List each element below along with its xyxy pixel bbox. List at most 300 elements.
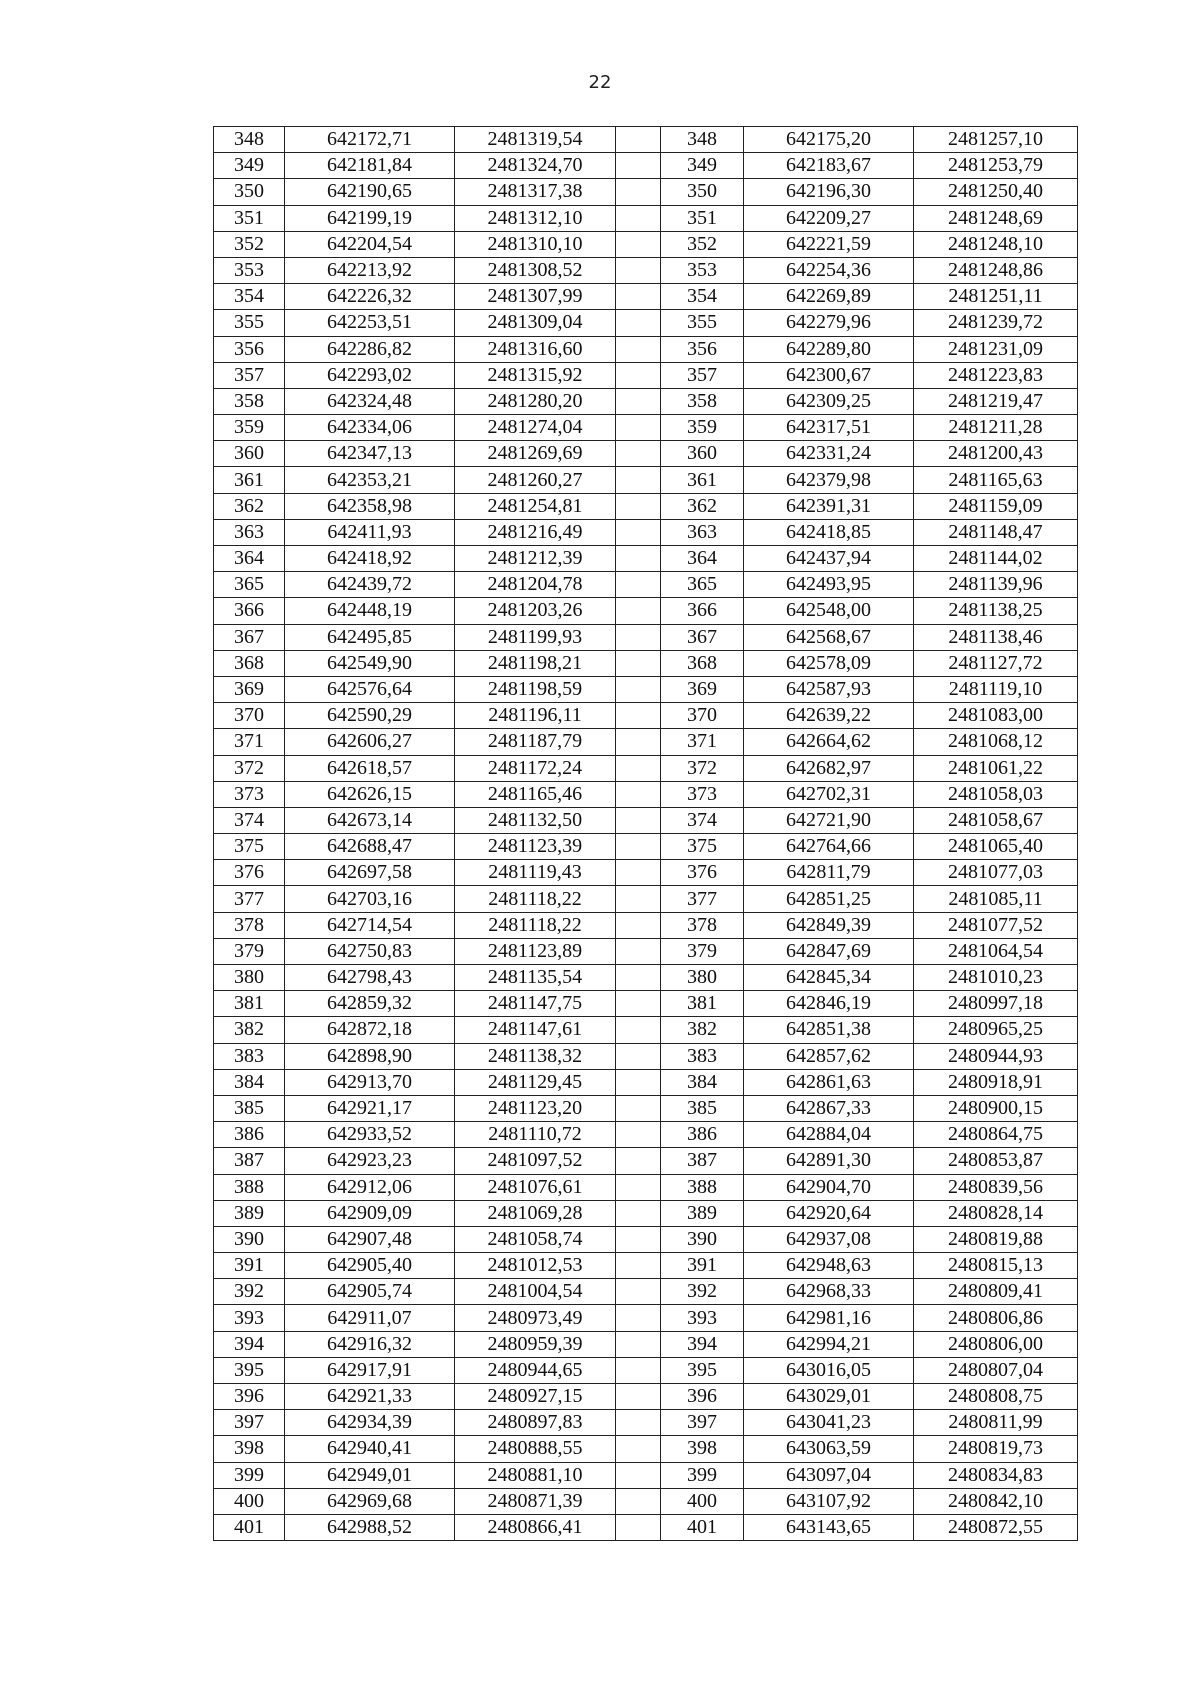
- right-x-coordinate: 642721,90: [744, 807, 914, 833]
- left-x-coordinate: 642969,68: [285, 1488, 455, 1514]
- right-point-number: 398: [661, 1436, 744, 1462]
- right-x-coordinate: 642300,67: [744, 362, 914, 388]
- table-row: [214, 860, 1078, 886]
- right-x-coordinate: 642920,64: [744, 1200, 914, 1226]
- spacer-cell: [616, 703, 661, 729]
- right-y-coordinate: 2481061,22: [914, 755, 1078, 781]
- right-point-number: 384: [661, 1069, 744, 1095]
- left-x-coordinate: 642448,19: [285, 598, 455, 624]
- right-point-number: 374: [661, 807, 744, 833]
- left-point-number: 380: [214, 965, 285, 991]
- left-point-number: 381: [214, 991, 285, 1017]
- right-y-coordinate: 2481138,46: [914, 624, 1078, 650]
- right-y-coordinate: 2481231,09: [914, 336, 1078, 362]
- right-point-number: 380: [661, 965, 744, 991]
- left-y-coordinate: 2480897,83: [455, 1410, 616, 1436]
- right-y-coordinate: 2481058,03: [914, 781, 1078, 807]
- right-y-coordinate: 2481200,43: [914, 441, 1078, 467]
- right-y-coordinate: 2480864,75: [914, 1122, 1078, 1148]
- left-point-number: 357: [214, 362, 285, 388]
- spacer-cell: [616, 886, 661, 912]
- left-y-coordinate: 2481123,39: [455, 834, 616, 860]
- left-point-number: 372: [214, 755, 285, 781]
- right-y-coordinate: 2481065,40: [914, 834, 1078, 860]
- left-y-coordinate: 2480871,39: [455, 1488, 616, 1514]
- table-row: [214, 310, 1078, 336]
- left-point-number: 386: [214, 1122, 285, 1148]
- left-point-number: 383: [214, 1043, 285, 1069]
- spacer-cell: [616, 1148, 661, 1174]
- left-point-number: 373: [214, 781, 285, 807]
- right-y-coordinate: 2481165,63: [914, 467, 1078, 493]
- right-x-coordinate: 643016,05: [744, 1357, 914, 1383]
- right-y-coordinate: 2481010,23: [914, 965, 1078, 991]
- left-x-coordinate: 642688,47: [285, 834, 455, 860]
- left-x-coordinate: 642286,82: [285, 336, 455, 362]
- left-x-coordinate: 642590,29: [285, 703, 455, 729]
- spacer-cell: [616, 310, 661, 336]
- spacer-cell: [616, 755, 661, 781]
- right-x-coordinate: 642847,69: [744, 938, 914, 964]
- table-row: [214, 1488, 1078, 1514]
- table-row: [214, 1095, 1078, 1121]
- table-row: [214, 284, 1078, 310]
- right-point-number: 401: [661, 1514, 744, 1540]
- right-x-coordinate: 642851,25: [744, 886, 914, 912]
- table-row: [214, 1279, 1078, 1305]
- left-x-coordinate: 642921,33: [285, 1384, 455, 1410]
- left-x-coordinate: 642940,41: [285, 1436, 455, 1462]
- left-x-coordinate: 642703,16: [285, 886, 455, 912]
- left-y-coordinate: 2481254,81: [455, 493, 616, 519]
- left-point-number: 365: [214, 572, 285, 598]
- left-y-coordinate: 2481118,22: [455, 912, 616, 938]
- left-point-number: 399: [214, 1462, 285, 1488]
- right-x-coordinate: 643107,92: [744, 1488, 914, 1514]
- table-row: [214, 1305, 1078, 1331]
- left-point-number: 348: [214, 127, 285, 153]
- right-x-coordinate: 642845,34: [744, 965, 914, 991]
- table-row: [214, 493, 1078, 519]
- right-x-coordinate: 642764,66: [744, 834, 914, 860]
- left-x-coordinate: 642353,21: [285, 467, 455, 493]
- spacer-cell: [616, 991, 661, 1017]
- spacer-cell: [616, 519, 661, 545]
- right-point-number: 370: [661, 703, 744, 729]
- left-y-coordinate: 2481308,52: [455, 257, 616, 283]
- left-x-coordinate: 642549,90: [285, 650, 455, 676]
- right-y-coordinate: 2481083,00: [914, 703, 1078, 729]
- left-y-coordinate: 2481316,60: [455, 336, 616, 362]
- left-x-coordinate: 642988,52: [285, 1514, 455, 1540]
- left-point-number: 398: [214, 1436, 285, 1462]
- right-point-number: 369: [661, 676, 744, 702]
- right-point-number: 364: [661, 546, 744, 572]
- left-x-coordinate: 642213,92: [285, 257, 455, 283]
- table-row: [214, 336, 1078, 362]
- spacer-cell: [616, 1174, 661, 1200]
- right-x-coordinate: 642317,51: [744, 415, 914, 441]
- left-point-number: 350: [214, 179, 285, 205]
- spacer-cell: [616, 781, 661, 807]
- left-point-number: 349: [214, 153, 285, 179]
- spacer-cell: [616, 1331, 661, 1357]
- right-point-number: 400: [661, 1488, 744, 1514]
- left-x-coordinate: 642618,57: [285, 755, 455, 781]
- right-y-coordinate: 2481085,11: [914, 886, 1078, 912]
- right-point-number: 354: [661, 284, 744, 310]
- table-row: [214, 703, 1078, 729]
- right-point-number: 381: [661, 991, 744, 1017]
- right-y-coordinate: 2480808,75: [914, 1384, 1078, 1410]
- right-x-coordinate: 642493,95: [744, 572, 914, 598]
- right-point-number: 393: [661, 1305, 744, 1331]
- right-x-coordinate: 642994,21: [744, 1331, 914, 1357]
- left-point-number: 351: [214, 205, 285, 231]
- table-row: [214, 1226, 1078, 1252]
- right-y-coordinate: 2481211,28: [914, 415, 1078, 441]
- left-point-number: 358: [214, 388, 285, 414]
- right-x-coordinate: 643041,23: [744, 1410, 914, 1436]
- right-x-coordinate: 642857,62: [744, 1043, 914, 1069]
- left-x-coordinate: 642949,01: [285, 1462, 455, 1488]
- right-y-coordinate: 2481253,79: [914, 153, 1078, 179]
- table-row: [214, 650, 1078, 676]
- left-point-number: 395: [214, 1357, 285, 1383]
- table-row: [214, 362, 1078, 388]
- table-row: [214, 1174, 1078, 1200]
- left-x-coordinate: 642190,65: [285, 179, 455, 205]
- right-y-coordinate: 2481250,40: [914, 179, 1078, 205]
- right-x-coordinate: 642196,30: [744, 179, 914, 205]
- spacer-cell: [616, 624, 661, 650]
- right-point-number: 390: [661, 1226, 744, 1252]
- spacer-cell: [616, 938, 661, 964]
- left-y-coordinate: 2481260,27: [455, 467, 616, 493]
- left-x-coordinate: 642226,32: [285, 284, 455, 310]
- right-point-number: 349: [661, 153, 744, 179]
- table-row: [214, 938, 1078, 964]
- table-row: [214, 1253, 1078, 1279]
- left-point-number: 371: [214, 729, 285, 755]
- right-point-number: 378: [661, 912, 744, 938]
- right-point-number: 389: [661, 1200, 744, 1226]
- spacer-cell: [616, 676, 661, 702]
- left-x-coordinate: 642172,71: [285, 127, 455, 153]
- right-y-coordinate: 2480872,55: [914, 1514, 1078, 1540]
- right-point-number: 387: [661, 1148, 744, 1174]
- right-y-coordinate: 2480965,25: [914, 1017, 1078, 1043]
- right-y-coordinate: 2480807,04: [914, 1357, 1078, 1383]
- right-y-coordinate: 2480819,88: [914, 1226, 1078, 1252]
- left-point-number: 359: [214, 415, 285, 441]
- left-point-number: 362: [214, 493, 285, 519]
- right-y-coordinate: 2481127,72: [914, 650, 1078, 676]
- right-y-coordinate: 2480834,83: [914, 1462, 1078, 1488]
- spacer-cell: [616, 546, 661, 572]
- spacer-cell: [616, 153, 661, 179]
- left-y-coordinate: 2481138,32: [455, 1043, 616, 1069]
- left-point-number: 361: [214, 467, 285, 493]
- spacer-cell: [616, 1200, 661, 1226]
- left-y-coordinate: 2480927,15: [455, 1384, 616, 1410]
- table-row: [214, 546, 1078, 572]
- right-y-coordinate: 2481223,83: [914, 362, 1078, 388]
- right-x-coordinate: 642948,63: [744, 1253, 914, 1279]
- left-x-coordinate: 642923,23: [285, 1148, 455, 1174]
- right-x-coordinate: 642418,85: [744, 519, 914, 545]
- left-x-coordinate: 642934,39: [285, 1410, 455, 1436]
- right-x-coordinate: 642331,24: [744, 441, 914, 467]
- table-row: [214, 1331, 1078, 1357]
- left-point-number: 367: [214, 624, 285, 650]
- left-point-number: 382: [214, 1017, 285, 1043]
- left-y-coordinate: 2481147,75: [455, 991, 616, 1017]
- right-x-coordinate: 642937,08: [744, 1226, 914, 1252]
- left-x-coordinate: 642750,83: [285, 938, 455, 964]
- left-x-coordinate: 642917,91: [285, 1357, 455, 1383]
- spacer-cell: [616, 205, 661, 231]
- left-y-coordinate: 2481076,61: [455, 1174, 616, 1200]
- table-row: [214, 1357, 1078, 1383]
- right-y-coordinate: 2481148,47: [914, 519, 1078, 545]
- spacer-cell: [616, 1095, 661, 1121]
- right-point-number: 357: [661, 362, 744, 388]
- table-row: [214, 1122, 1078, 1148]
- spacer-cell: [616, 1514, 661, 1540]
- table-row: [214, 519, 1078, 545]
- spacer-cell: [616, 1226, 661, 1252]
- right-x-coordinate: 642289,80: [744, 336, 914, 362]
- table-row: [214, 598, 1078, 624]
- left-point-number: 385: [214, 1095, 285, 1121]
- left-x-coordinate: 642913,70: [285, 1069, 455, 1095]
- right-y-coordinate: 2481248,10: [914, 231, 1078, 257]
- right-point-number: 394: [661, 1331, 744, 1357]
- left-y-coordinate: 2481012,53: [455, 1253, 616, 1279]
- right-point-number: 351: [661, 205, 744, 231]
- spacer-cell: [616, 362, 661, 388]
- right-x-coordinate: 642884,04: [744, 1122, 914, 1148]
- left-point-number: 355: [214, 310, 285, 336]
- spacer-cell: [616, 1410, 661, 1436]
- table-row: [214, 781, 1078, 807]
- left-x-coordinate: 642204,54: [285, 231, 455, 257]
- right-x-coordinate: 642578,09: [744, 650, 914, 676]
- left-y-coordinate: 2481123,89: [455, 938, 616, 964]
- left-y-coordinate: 2481135,54: [455, 965, 616, 991]
- spacer-cell: [616, 284, 661, 310]
- table-row: [214, 755, 1078, 781]
- left-x-coordinate: 642199,19: [285, 205, 455, 231]
- table-row: [214, 1410, 1078, 1436]
- left-x-coordinate: 642911,07: [285, 1305, 455, 1331]
- spacer-cell: [616, 1462, 661, 1488]
- table-row: [214, 415, 1078, 441]
- left-y-coordinate: 2481129,45: [455, 1069, 616, 1095]
- left-x-coordinate: 642347,13: [285, 441, 455, 467]
- right-y-coordinate: 2480944,93: [914, 1043, 1078, 1069]
- spacer-cell: [616, 1436, 661, 1462]
- table-row: [214, 1200, 1078, 1226]
- table-row: [214, 231, 1078, 257]
- right-y-coordinate: 2481119,10: [914, 676, 1078, 702]
- right-point-number: 375: [661, 834, 744, 860]
- table-row: [214, 205, 1078, 231]
- right-point-number: 385: [661, 1095, 744, 1121]
- table-row: [214, 1148, 1078, 1174]
- spacer-cell: [616, 467, 661, 493]
- right-y-coordinate: 2481248,86: [914, 257, 1078, 283]
- left-x-coordinate: 642909,09: [285, 1200, 455, 1226]
- right-point-number: 348: [661, 127, 744, 153]
- right-y-coordinate: 2481219,47: [914, 388, 1078, 414]
- right-point-number: 360: [661, 441, 744, 467]
- left-y-coordinate: 2481199,93: [455, 624, 616, 650]
- right-y-coordinate: 2480806,00: [914, 1331, 1078, 1357]
- left-y-coordinate: 2481110,72: [455, 1122, 616, 1148]
- left-point-number: 354: [214, 284, 285, 310]
- left-point-number: 356: [214, 336, 285, 362]
- page-number: 22: [588, 72, 612, 93]
- right-point-number: 358: [661, 388, 744, 414]
- left-x-coordinate: 642933,52: [285, 1122, 455, 1148]
- right-x-coordinate: 642702,31: [744, 781, 914, 807]
- table-row: [214, 676, 1078, 702]
- spacer-cell: [616, 1357, 661, 1383]
- right-x-coordinate: 642309,25: [744, 388, 914, 414]
- spacer-cell: [616, 1488, 661, 1514]
- table-row: [214, 965, 1078, 991]
- left-y-coordinate: 2481216,49: [455, 519, 616, 545]
- table-row: [214, 1043, 1078, 1069]
- spacer-cell: [616, 860, 661, 886]
- right-point-number: 388: [661, 1174, 744, 1200]
- table-row: [214, 179, 1078, 205]
- table-row: [214, 257, 1078, 283]
- table-row: [214, 441, 1078, 467]
- left-x-coordinate: 642905,74: [285, 1279, 455, 1305]
- left-y-coordinate: 2480866,41: [455, 1514, 616, 1540]
- left-point-number: 384: [214, 1069, 285, 1095]
- table-row: [214, 153, 1078, 179]
- right-x-coordinate: 642548,00: [744, 598, 914, 624]
- table-row: [214, 572, 1078, 598]
- left-y-coordinate: 2481118,22: [455, 886, 616, 912]
- table-row: [214, 991, 1078, 1017]
- left-point-number: 375: [214, 834, 285, 860]
- left-point-number: 388: [214, 1174, 285, 1200]
- left-y-coordinate: 2481204,78: [455, 572, 616, 598]
- right-x-coordinate: 642221,59: [744, 231, 914, 257]
- left-y-coordinate: 2481172,24: [455, 755, 616, 781]
- right-x-coordinate: 642849,39: [744, 912, 914, 938]
- left-y-coordinate: 2481319,54: [455, 127, 616, 153]
- coordinates-table: [213, 126, 1078, 1541]
- right-x-coordinate: 642639,22: [744, 703, 914, 729]
- left-y-coordinate: 2481119,43: [455, 860, 616, 886]
- right-point-number: 395: [661, 1357, 744, 1383]
- left-y-coordinate: 2481058,74: [455, 1226, 616, 1252]
- left-point-number: 352: [214, 231, 285, 257]
- left-y-coordinate: 2481069,28: [455, 1200, 616, 1226]
- spacer-cell: [616, 729, 661, 755]
- left-y-coordinate: 2480881,10: [455, 1462, 616, 1488]
- right-point-number: 365: [661, 572, 744, 598]
- left-y-coordinate: 2481312,10: [455, 205, 616, 231]
- right-point-number: 355: [661, 310, 744, 336]
- spacer-cell: [616, 650, 661, 676]
- left-point-number: 368: [214, 650, 285, 676]
- left-y-coordinate: 2481280,20: [455, 388, 616, 414]
- table-row: [214, 1384, 1078, 1410]
- right-x-coordinate: 643063,59: [744, 1436, 914, 1462]
- spacer-cell: [616, 965, 661, 991]
- right-point-number: 376: [661, 860, 744, 886]
- left-x-coordinate: 642714,54: [285, 912, 455, 938]
- right-x-coordinate: 642391,31: [744, 493, 914, 519]
- right-point-number: 366: [661, 598, 744, 624]
- right-point-number: 368: [661, 650, 744, 676]
- right-x-coordinate: 642682,97: [744, 755, 914, 781]
- right-x-coordinate: 642279,96: [744, 310, 914, 336]
- left-x-coordinate: 642912,06: [285, 1174, 455, 1200]
- right-x-coordinate: 642846,19: [744, 991, 914, 1017]
- right-x-coordinate: 642981,16: [744, 1305, 914, 1331]
- table-row: [214, 1462, 1078, 1488]
- left-x-coordinate: 642181,84: [285, 153, 455, 179]
- left-y-coordinate: 2481097,52: [455, 1148, 616, 1174]
- right-point-number: 399: [661, 1462, 744, 1488]
- left-y-coordinate: 2481310,10: [455, 231, 616, 257]
- left-y-coordinate: 2481315,92: [455, 362, 616, 388]
- right-y-coordinate: 2480842,10: [914, 1488, 1078, 1514]
- right-point-number: 352: [661, 231, 744, 257]
- right-x-coordinate: 642254,36: [744, 257, 914, 283]
- left-y-coordinate: 2481269,69: [455, 441, 616, 467]
- right-point-number: 350: [661, 179, 744, 205]
- right-x-coordinate: 642183,67: [744, 153, 914, 179]
- right-x-coordinate: 642269,89: [744, 284, 914, 310]
- left-point-number: 394: [214, 1331, 285, 1357]
- left-x-coordinate: 642898,90: [285, 1043, 455, 1069]
- left-x-coordinate: 642872,18: [285, 1017, 455, 1043]
- right-point-number: 373: [661, 781, 744, 807]
- spacer-cell: [616, 127, 661, 153]
- right-y-coordinate: 2481064,54: [914, 938, 1078, 964]
- left-x-coordinate: 642495,85: [285, 624, 455, 650]
- left-y-coordinate: 2480944,65: [455, 1357, 616, 1383]
- left-y-coordinate: 2481309,04: [455, 310, 616, 336]
- right-x-coordinate: 643029,01: [744, 1384, 914, 1410]
- table-row: [214, 729, 1078, 755]
- right-x-coordinate: 642175,20: [744, 127, 914, 153]
- right-x-coordinate: 642379,98: [744, 467, 914, 493]
- left-x-coordinate: 642673,14: [285, 807, 455, 833]
- spacer-cell: [616, 598, 661, 624]
- right-y-coordinate: 2480809,41: [914, 1279, 1078, 1305]
- left-x-coordinate: 642921,17: [285, 1095, 455, 1121]
- left-point-number: 387: [214, 1148, 285, 1174]
- left-x-coordinate: 642626,15: [285, 781, 455, 807]
- spacer-cell: [616, 1384, 661, 1410]
- left-point-number: 392: [214, 1279, 285, 1305]
- spacer-cell: [616, 912, 661, 938]
- right-y-coordinate: 2480811,99: [914, 1410, 1078, 1436]
- left-x-coordinate: 642418,92: [285, 546, 455, 572]
- table-row: [214, 467, 1078, 493]
- right-y-coordinate: 2481239,72: [914, 310, 1078, 336]
